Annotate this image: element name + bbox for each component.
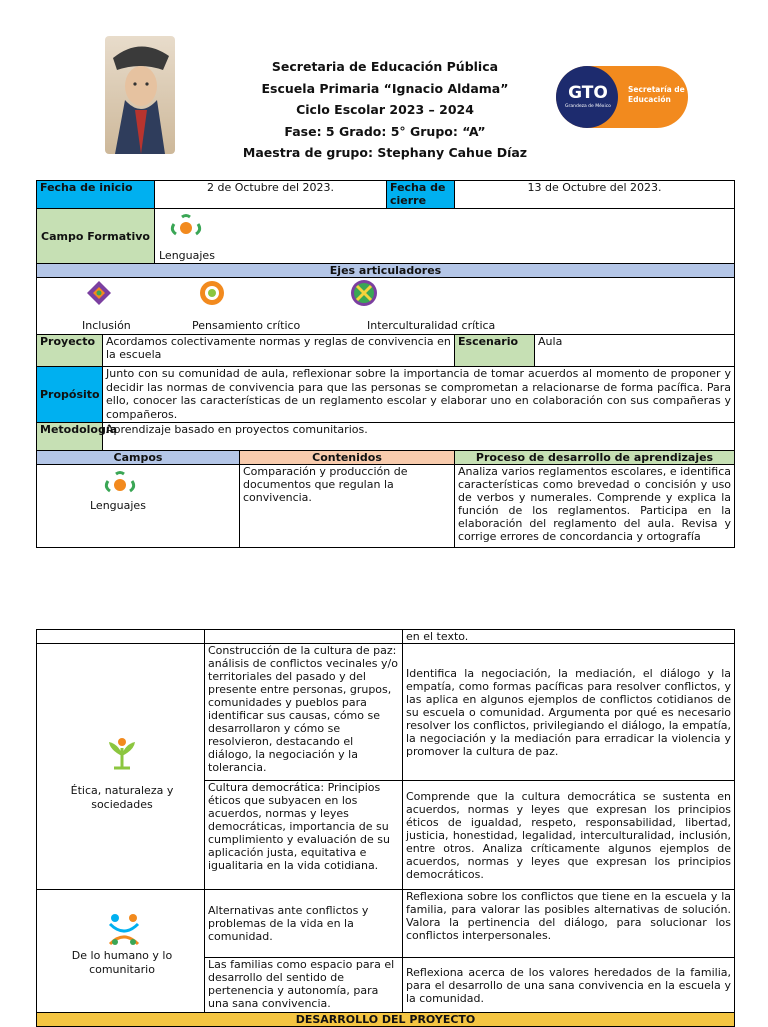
header-line-3: Ciclo Escolar 2023 – 2024 — [296, 102, 474, 117]
desarrollo-header: DESARROLLO DEL PROYECTO — [37, 1013, 735, 1027]
ejes-title: Ejes articuladores — [37, 264, 735, 278]
eje-inclusion: Inclusión — [82, 319, 131, 332]
etica-contenido-2: Cultura democrática: Principios éticos que subyacen en los acuerdos, normas y leyes democráticas, importancia de su cumplimiento y evaluación de su aplicación justa, equitativa e igualitaria en la vida cotidiana. — [205, 781, 403, 890]
inclusion-icon — [85, 279, 113, 307]
proyecto-label: Proyecto — [37, 335, 103, 367]
campo-formativo-value: Lenguajes — [159, 249, 215, 262]
proyecto-value: Acordamos colectivamente normas y reglas de convivencia en la escuela — [103, 335, 455, 367]
fecha-cierre-value: 13 de Octubre del 2023. — [455, 181, 735, 209]
humano-proceso-1: Reflexiona sobre los conflictos que tiene en la escuela y la familia, para valorar las posibles alternativas de solución. Valora la pertinencia del diálogo, para solucionar los conflictos interpersonales. — [403, 890, 735, 958]
row1-campo: Lenguajes — [90, 499, 146, 512]
etica-contenido-1: Construcción de la cultura de paz: análisis de conflictos vecinales y/o territoriales del pasado y del presente entre personas, grupos, comunidades y pueblos para identificar sus causas, cómo se desarrollaron y cómo se resolvieron, destacando el diálogo, la negociación y la tolerancia. — [205, 644, 403, 781]
fecha-inicio-label: Fecha de inicio — [37, 181, 155, 209]
escenario-label: Escenario — [455, 335, 535, 367]
proposito-value: Junto con su comunidad de aula, reflexionar sobre la importancia de tomar acuerdos al momento de proponer y decidir las normas de convivencia para que las personas se comprometan a relacionarse de forma pacífica. Para ello, conocer las características de un reglamento escolar y elaborar uno en colaboración con sus compañeras y compañeros. — [103, 367, 735, 423]
gto-logo — [556, 66, 688, 128]
secretaria-logo-text: Secretaría de Educación — [628, 85, 685, 104]
gto-tagline: Grandeza de México — [565, 104, 611, 109]
humano-proceso-2: Reflexiona acerca de los valores heredados de la familia, para el desarrollo de una sana convivencia en la escuela y la comunidad. — [403, 958, 735, 1013]
etica-campo: Ética, naturaleza y sociedades — [70, 784, 174, 811]
plan-table — [36, 180, 735, 548]
continuation-table — [36, 629, 735, 1027]
portrait-image — [105, 36, 175, 154]
header-line-5: Maestra de grupo: Stephany Cahue Díaz — [242, 145, 528, 160]
humano-contenido-2: Las familias como espacio para el desarrollo del sentido de pertenencia y autonomía, para una sana convivencia. — [205, 958, 403, 1013]
pensamiento-critico-icon — [197, 279, 227, 307]
row1-campo-cell — [37, 465, 240, 548]
etica-proceso-2: Comprende que la cultura democrática se sustenta en acuerdos, normas y leyes que expresan los principios éticos de igualdad, respeto, responsabilidad, libertad, justicia, honestidad, legalidad, interculturalidad, inclusión, entre otros. Analiza críticamente algunos ejemplos de acuerdos, normas y leyes que expresan los principios democráticos. — [403, 781, 735, 890]
row1-proceso: Analiza varios reglamentos escolares, e identifica características como brevedad o concisión y uso de verbos y numerales. Comprende y explica la función de los reglamentos. Participa en la elaboración del reglamento del aula. Revisa y corrige errores de concordancia y ortografía — [455, 465, 735, 548]
cont-campo-empty — [37, 630, 205, 644]
gto-brand: GTO — [568, 83, 608, 103]
etica-campo-cell — [37, 644, 205, 890]
humano-comunitario-icon — [106, 912, 142, 948]
etica-naturaleza-icon — [106, 736, 138, 772]
humano-contenido-1: Alternativas ante conflictos y problemas de la vida en la comunidad. — [205, 890, 403, 958]
proposito-label: Propósito — [37, 367, 103, 423]
lenguajes-icon — [166, 214, 206, 242]
interculturalidad-icon — [349, 278, 379, 308]
col-proceso-header: Proceso de desarrollo de aprendizajes — [455, 451, 735, 465]
row1-contenido: Comparación y producción de documentos que regulan la convivencia. — [240, 465, 455, 548]
cont-proceso: en el texto. — [403, 630, 735, 644]
school-header — [200, 56, 570, 164]
ejes-cell — [37, 278, 735, 335]
escenario-value: Aula — [535, 335, 735, 367]
col-campos-header: Campos — [37, 451, 240, 465]
humano-campo-cell — [37, 890, 205, 1013]
eje-interculturalidad: Interculturalidad crítica — [367, 319, 496, 332]
header-line-2: Escuela Primaria “Ignacio Aldama” — [261, 80, 509, 96]
campo-formativo-cell — [155, 209, 735, 264]
fecha-cierre-label: Fecha de cierre — [387, 181, 455, 209]
campo-formativo-label: Campo Formativo — [37, 209, 155, 264]
metodologia-label: Metodología — [37, 423, 103, 451]
header-line-4: Fase: 5 Grado: 5° Grupo: “A” — [284, 123, 486, 139]
eje-pensamiento-critico: Pensamiento crítico — [192, 319, 301, 332]
cont-contenido-empty — [205, 630, 403, 644]
humano-campo: De lo humano y lo comunitario — [71, 949, 173, 976]
col-contenidos-header: Contenidos — [240, 451, 455, 465]
lenguajes-icon — [100, 471, 140, 499]
header-line-1: Secretaria de Educación Pública — [271, 59, 499, 74]
etica-proceso-1: Identifica la negociación, la mediación, el diálogo y la empatía, como formas pacíficas para resolver conflictos, y las aplica en algunos ejemplos de conflictos cotidianos de su escuela o comunidad. Argumenta por qué es necesario resolver los conflictos, privilegiando el diálogo, la empatía, la negociación y la mediación para erradicar la violencia y promover la cultura de paz. — [403, 644, 735, 781]
metodologia-value: Aprendizaje basado en proyectos comunitarios. — [103, 423, 735, 451]
fecha-inicio-value: 2 de Octubre del 2023. — [155, 181, 387, 209]
